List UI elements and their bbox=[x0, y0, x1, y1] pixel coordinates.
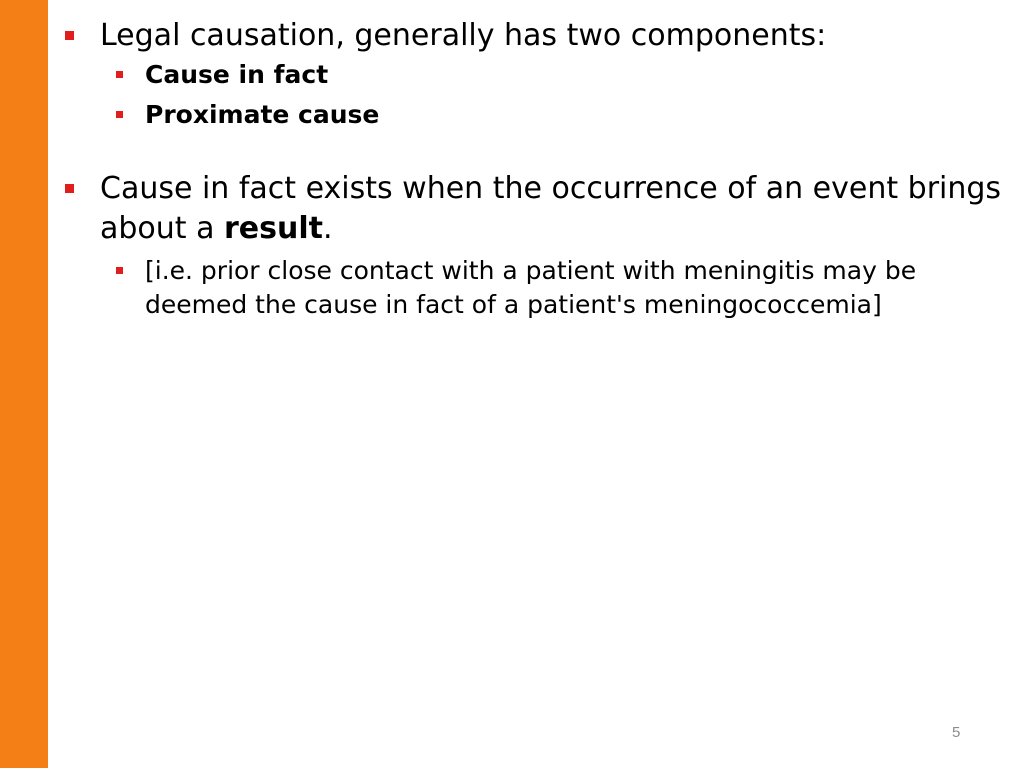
square-bullet-icon bbox=[65, 184, 74, 193]
subbullet-proximate-cause bbox=[62, 98, 1018, 132]
bullet-text: Legal causation, generally has two components: bbox=[100, 18, 827, 53]
subbullet-meningitis-example bbox=[62, 254, 1018, 322]
orange-sidebar-bar bbox=[0, 0, 48, 768]
bullet-text: Cause in fact exists when the occurrence of an event brings about a bbox=[100, 171, 1002, 246]
subbullet-text: Proximate cause bbox=[145, 100, 380, 129]
slide-body bbox=[62, 16, 1018, 322]
subbullet-text: Cause in fact bbox=[145, 60, 329, 89]
page-number: 5 bbox=[952, 724, 961, 741]
subbullet-text: [i.e. prior close contact with a patient with meningitis may be deemed the cause in fact of a patient's meningococcemia] bbox=[145, 256, 917, 319]
emphasis-result: result bbox=[224, 211, 323, 246]
bullet-cause-in-fact-definition bbox=[62, 169, 1018, 249]
square-bullet-icon bbox=[116, 71, 123, 78]
subbullet-cause-in-fact bbox=[62, 58, 1018, 92]
square-bullet-icon bbox=[116, 111, 123, 118]
bullet-legal-causation bbox=[62, 16, 1018, 56]
bullet-text-end: . bbox=[323, 211, 333, 246]
square-bullet-icon bbox=[65, 31, 74, 40]
square-bullet-icon bbox=[116, 267, 123, 274]
